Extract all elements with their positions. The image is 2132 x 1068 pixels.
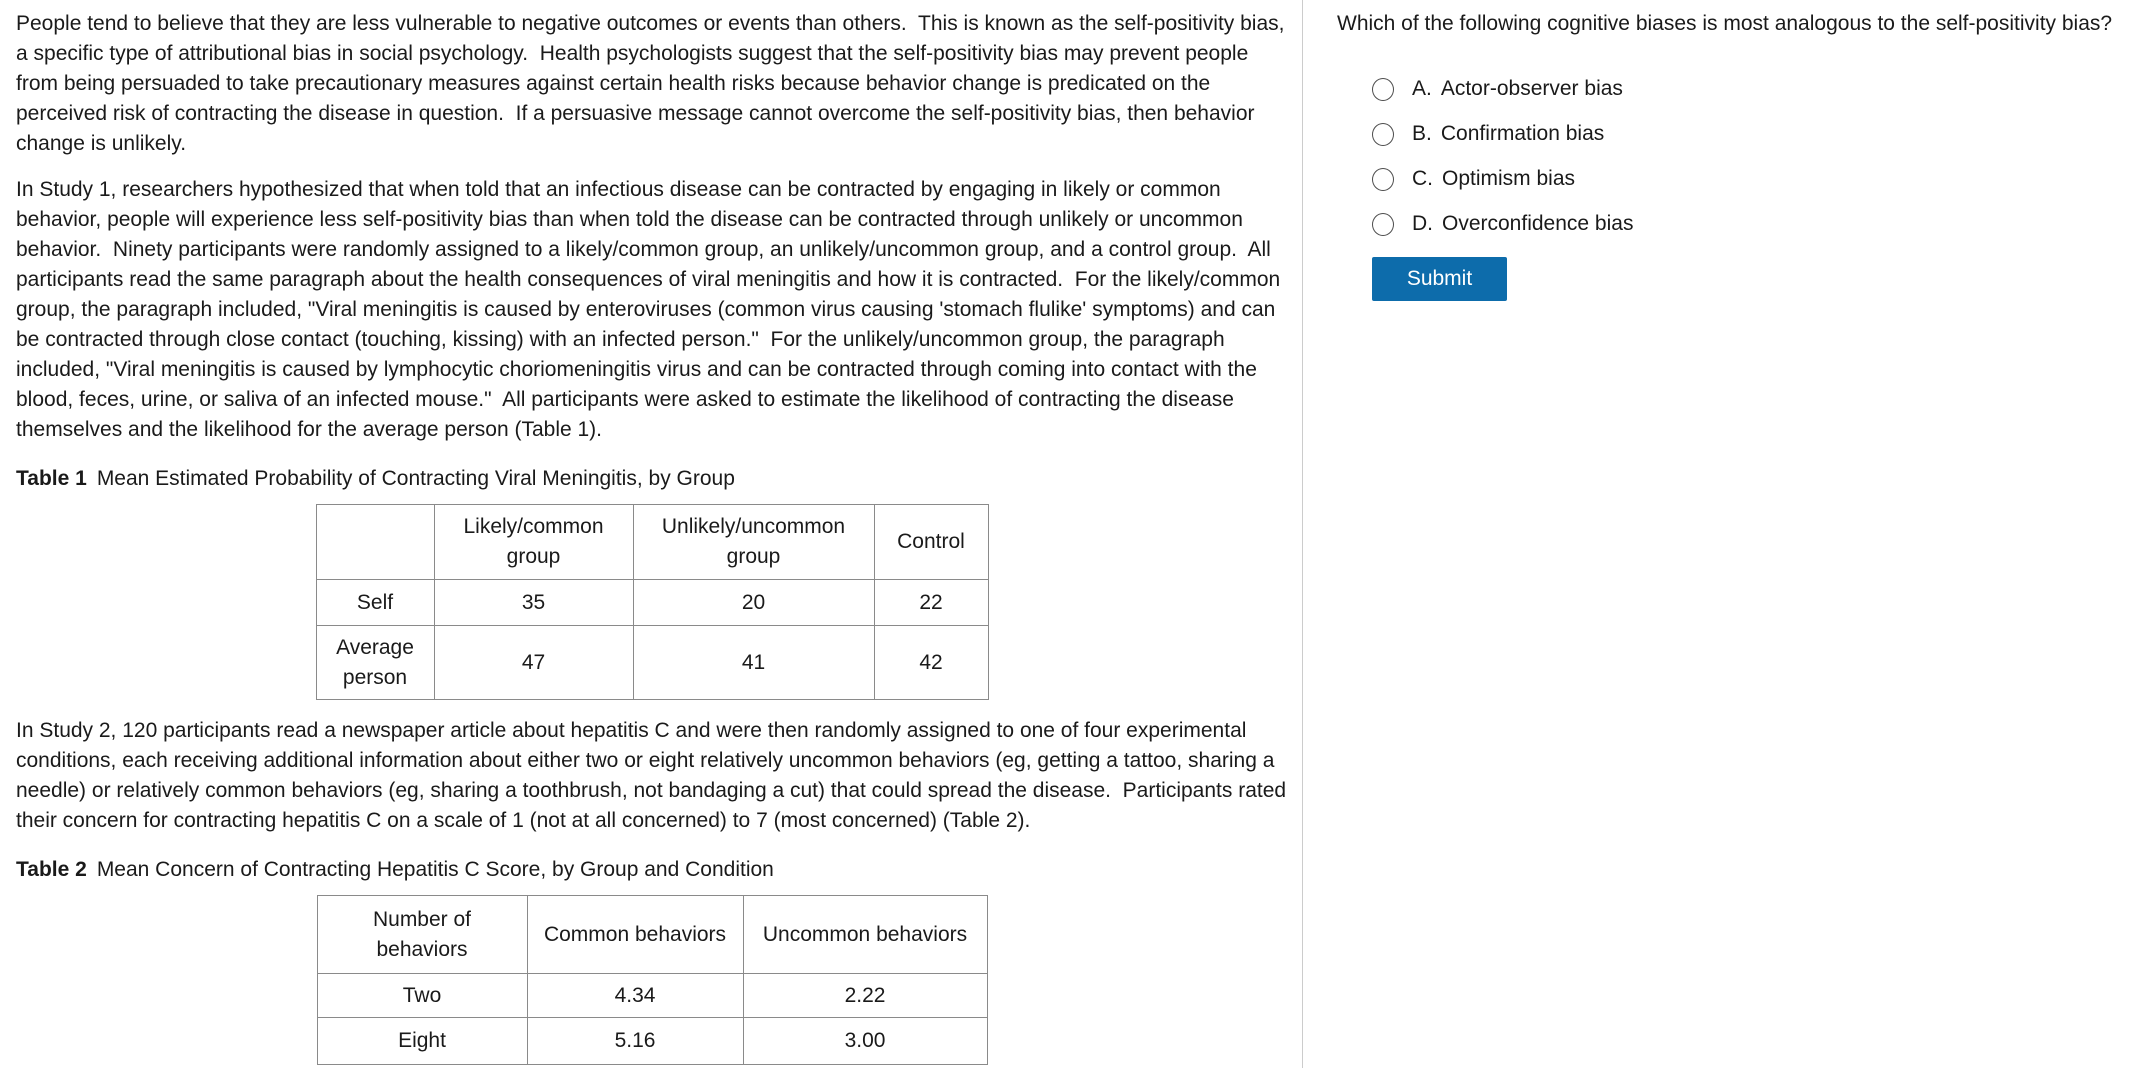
table2-header-common: Common behaviors	[527, 896, 743, 974]
answer-options	[1372, 77, 2128, 236]
radio-button-b[interactable]	[1372, 123, 1394, 146]
radio-button-d[interactable]	[1372, 213, 1394, 236]
table2-header-number: Number of behaviors	[317, 896, 527, 974]
passage-paragraph-study2: In Study 2, 120 participants read a newspaper article about hepatitis C and were then randomly assigned to one of four experimental conditions, each receiving additional information about either two or eight relatively uncommon behaviors (eg, getting a tattoo, sharing a needle) or relatively common behaviors (eg, sharing a toothbrush, not bandaging a cut) that could spread the disease. Participants rated their concern for contracting hepatitis C on a scale of 1 (not at all concerned) to 7 (most concerned) (Table 2).	[16, 719, 1292, 832]
radio-button-a[interactable]	[1372, 78, 1394, 101]
option-c-label: Optimism bias	[1442, 167, 1576, 190]
table1-header-likely: Likely/common group	[434, 505, 633, 580]
table2-caption-label: Table 2	[16, 858, 87, 881]
table1-header-blank	[316, 505, 434, 580]
table1-header-control: Control	[874, 505, 988, 580]
option-b-label: Confirmation bias	[1440, 122, 1605, 145]
option-c[interactable]	[1372, 167, 2128, 191]
table1-cell: 20	[633, 580, 874, 626]
table1-header-row	[316, 505, 988, 580]
passage-paragraph-study1: In Study 1, researchers hypothesized that when told that an infectious disease can be contracted by engaging in likely or common behavior, people will experience less self-positivity bias than when told the disease can be contracted through unlikely or uncommon behavior. Ninety participants were randomly assigned to a likely/common group, an unlikely/uncommon group, and a control group. All participants read the same paragraph about the health consequences of viral meningitis and how it is contracted. For the likely/common group, the paragraph included, "Viral meningitis is caused by enteroviruses (common virus causing 'stomach flulike' symptoms) and can be contracted through close contact (touching, kissing) with an infected person." For the unlikely/uncommon group, the paragraph included, "Viral meningitis is caused by lymphocytic choriomeningitis virus and can be contracted through coming into contact with the blood, feces, urine, or saliva of an infected mouse." All participants were asked to estimate the likelihood of contracting the disease themselves and the likelihood for the average person (Table 1).	[16, 178, 1287, 441]
table1-caption-label: Table 1	[16, 467, 87, 490]
table2-row-label-eight: Eight	[317, 1018, 527, 1065]
table1-caption	[16, 464, 1288, 494]
table1-cell: 47	[434, 626, 633, 700]
option-d-letter: D.	[1412, 212, 1433, 235]
table1-cell: 35	[434, 580, 633, 626]
table-row	[316, 626, 988, 700]
table-row	[316, 580, 988, 626]
question-text: Which of the following cognitive biases is most analogous to the self-positivity bias?	[1337, 12, 2113, 35]
option-b-letter: B.	[1412, 122, 1432, 145]
table2-cell: 5.16	[527, 1018, 743, 1065]
passage-paragraph-intro: People tend to believe that they are less vulnerable to negative outcomes or events than others. This is known as the self-positivity bias, a specific type of attributional bias in social psychology. Health psychologists suggest that the self-positivity bias may prevent people from being persuaded to take precautionary measures against certain health risks because behavior change is predicated on the perceived risk of contracting the disease in question. If a persuasive message cannot overcome the self-positivity bias, then behavior change is unlikely.	[16, 12, 1291, 155]
table2-caption-text: Mean Concern of Contracting Hepatitis C Score, by Group and Condition	[96, 858, 774, 881]
table1-cell: 41	[633, 626, 874, 700]
option-a-label: Actor-observer bias	[1440, 77, 1623, 100]
question-panel	[1303, 0, 2132, 1068]
option-d[interactable]	[1372, 212, 2128, 236]
table2-cell: 4.34	[527, 974, 743, 1018]
option-a[interactable]	[1372, 77, 2128, 101]
table2-cell: 2.22	[743, 974, 987, 1018]
table1	[316, 504, 989, 700]
option-b[interactable]	[1372, 122, 2128, 146]
table2-header-row	[317, 896, 987, 974]
table1-cell: 22	[874, 580, 988, 626]
table2	[317, 895, 988, 1065]
table2-row-label-two: Two	[317, 974, 527, 1018]
table-row	[317, 1018, 987, 1065]
submit-button[interactable]: Submit	[1372, 257, 1507, 301]
table2-header-uncommon: Uncommon behaviors	[743, 896, 987, 974]
option-c-letter: C.	[1412, 167, 1433, 190]
table-row	[317, 974, 987, 1018]
table2-caption	[16, 855, 1288, 885]
table1-row-label-self: Self	[316, 580, 434, 626]
option-d-label: Overconfidence bias	[1442, 212, 1634, 235]
table1-header-unlikely: Unlikely/uncommon group	[633, 505, 874, 580]
radio-button-c[interactable]	[1372, 168, 1394, 191]
option-a-letter: A.	[1412, 77, 1432, 100]
table1-caption-text: Mean Estimated Probability of Contracting Viral Meningitis, by Group	[96, 467, 735, 490]
table2-cell: 3.00	[743, 1018, 987, 1065]
table1-row-label-average: Average person	[316, 626, 434, 700]
table1-cell: 42	[874, 626, 988, 700]
